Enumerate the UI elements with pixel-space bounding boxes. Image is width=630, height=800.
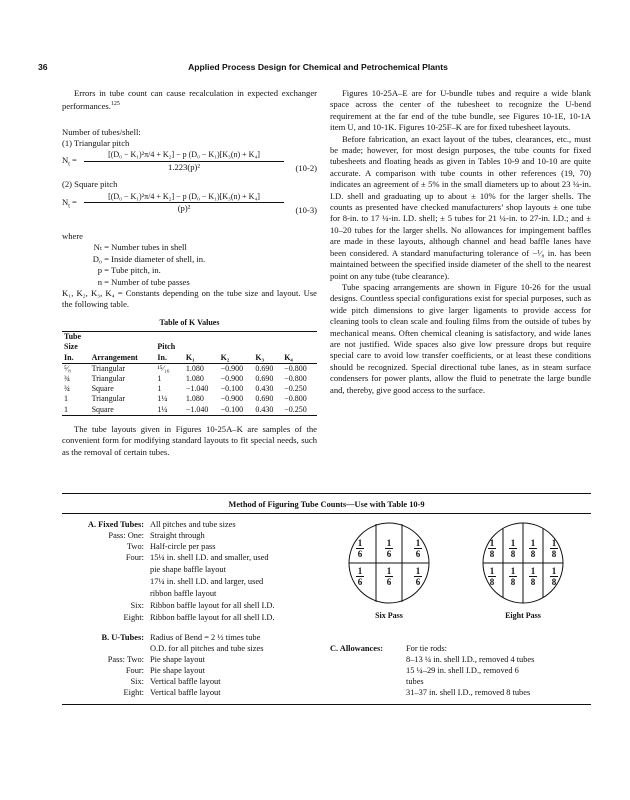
constants-note: K₁, K₂, K₃, K₄ = Constants depending on the tube size and layout. Use the following table.	[62, 287, 317, 310]
pass-label: Eight:	[123, 688, 144, 697]
six-frac: 1 6	[357, 566, 363, 587]
pass-value: Ribbon baffle layout for all shell I.D.	[150, 613, 275, 622]
method-section-c	[330, 643, 591, 713]
pass-label: Pass: One:	[108, 531, 144, 540]
left-column	[62, 88, 317, 458]
table-row: ¾ Triangular 1 1.080 −0.900 0.690 −0.800	[64, 373, 307, 383]
definition-row: D₀ = Inside diameter of shell, in.	[92, 253, 206, 264]
paragraph-3: Tube spacing arrangements are shown in Figure 10-26 for the usual designs. Countless special configurations exist for special purposes, such as wide pitch dimensions to give larger ligaments to provide access for cleaning tools to clean scale and fouling films from the outside of tubes by mechanical means. Often chemical cleaning is satisfactory, and wide lanes are not justified. Wide spaces also give low pressure drops but require special care to avoid low transfer coefficients, or at least these conditions should be recognized. Special directional tube lanes, as in steam surface condensers for power plants, allow the fluid to penetrate the large bundle and, thereby, give good access to the surface.	[330, 281, 591, 395]
pass-label: Four:	[125, 666, 144, 675]
six-frac: 1 6	[415, 538, 421, 559]
eq2-numerator: [(D₀ − K₁)²π/4 + K₂] − p (D₀ − K₁)[K₃(n) + K₄]	[108, 191, 260, 201]
allowance-line: 31–37 in. shell I.D., removed 8 tubes	[406, 688, 531, 697]
method-divider	[62, 493, 591, 494]
eq1-denominator: 1.223(p)²	[84, 161, 284, 173]
closing-paragraph: The tube layouts given in Figures 10-25A–K are samples of the convenient form for modifying standard layouts to fit special needs, such as the removal of certain tubes.	[62, 423, 317, 457]
method-bottom-rule	[62, 704, 591, 705]
u-tubes-value: Radius of Bend = 2 ½ times tube	[150, 633, 261, 642]
table-title: Table of K Values	[159, 317, 220, 327]
eight-frac: 1 8	[489, 538, 495, 559]
right-column	[330, 88, 591, 396]
where-label: where	[62, 230, 83, 241]
intro-paragraph: Errors in tube count can cause recalculation in expected exchanger performances.$^{125}$	[62, 88, 317, 112]
allowances-heading: C. Allowances:	[330, 644, 384, 653]
definition-row: Nₜ = Number tubes in shell	[93, 242, 187, 253]
allowance-line: tubes	[406, 677, 424, 686]
eight-pass-diagram	[468, 522, 578, 620]
pass-value: Vertical baffle layout	[150, 688, 221, 697]
eq1-number: (10-2)	[295, 163, 317, 174]
pass-label: Six:	[130, 677, 144, 686]
pass-value: Vertical baffle layout	[150, 677, 221, 686]
allowance-line: 8–13 ¼ in. shell I.D., removed 4 tubes	[406, 655, 535, 664]
eight-frac: 1 8	[510, 566, 516, 587]
square-label: (2) Square pitch	[62, 179, 118, 190]
running-title: Applied Process Design for Chemical and Petrochemical Plants	[188, 62, 448, 72]
eight-frac: 1 8	[551, 538, 557, 559]
allowance-line: For tie rods:	[406, 644, 447, 653]
eight-frac: 1 8	[551, 566, 557, 587]
u-tubes-value: O.D. for all pitches and tube sizes	[150, 644, 264, 653]
eight-frac: 1 8	[530, 566, 536, 587]
six-frac: 1 6	[386, 538, 392, 559]
pass-label: Eight:	[123, 613, 144, 622]
six-pass-caption: Six Pass	[375, 611, 403, 620]
number-of-tubes-label: Number of tubes/shell:	[62, 126, 141, 137]
equation-10-3: $N_t$ = $\frac{\text{[(D₀ − K₁)²π/4 + K₂] − p (D₀ − K₁)[K₃(n) + K₄]}}{\text{(p)²}}$ (10-3)	[62, 191, 317, 215]
table-row: ¾ Square 1 −1.040 −0.100 0.430 −0.250	[64, 384, 307, 394]
paragraph-1: Figures 10-25A–E are for U-bundle tubes and require a wide blank space across the center of the tubesheet to recognize the U-bend requirement at the far end of the tube bundle, see Figures 10-1E, 10-1A item U, and 10-1K. Figures 10-25F–K are for fixed tubesheet layouts.	[330, 88, 591, 133]
pass-label: Four:	[125, 553, 144, 562]
six-pass-diagram	[334, 522, 444, 620]
pass-value: Pie shape layout	[150, 666, 205, 675]
k-values-table: Tube Size Pitch In. Arrangement In. K₁ K₂ K₃ K₄ ⁵⁄₈ Triangular ¹⁵⁄₁₆ 1.080 −0.900 0.690 −0.800 ¾ Triangular 1 1.080 −0.900 0.690 −0.800 ¾ Square 1 −1.040 −0.100 0.430 −0.250 1 Triangular 1¼ 1.080 −0.900 0.690 −0.800 1 Square 1¼ −1.040 −0.100 0.430 −0.250	[62, 331, 317, 416]
pass-value: pie shape baffle layout	[150, 565, 226, 574]
equation-10-2: $N_t$ = $\frac{\text{[(D₀ − K₁)²π/4 + K₂] − p (D₀ − K₁)[K₃(n) + K₄]}}{\text{1.223(p)²}}$ (10-2)	[62, 150, 317, 174]
pass-value: 15¼ in. shell I.D. and smaller, used	[150, 553, 269, 562]
eight-frac: 1 8	[510, 538, 516, 559]
method-title-rule	[62, 513, 591, 514]
six-frac: 1 6	[386, 566, 392, 587]
eight-pass-caption: Eight Pass	[505, 611, 541, 620]
six-frac: 1 6	[415, 566, 421, 587]
table-row: ⁵⁄₈ Triangular ¹⁵⁄₁₆ 1.080 −0.900 0.690 −0.800	[64, 363, 307, 373]
definition-row: n = Number of tube passes	[97, 276, 190, 287]
eight-frac: 1 8	[530, 538, 536, 559]
method-title: Method of Figuring Tube Counts—Use with Table 10-9	[228, 500, 425, 509]
pass-value: Ribbon baffle layout for all shell I.D.	[150, 601, 275, 610]
page-number: 36	[38, 62, 48, 72]
pass-label: Two:	[126, 542, 144, 551]
allowance-line: 15 ¼–29 in. shell I.D., removed 6	[406, 666, 519, 675]
triangular-label: (1) Triangular pitch	[62, 138, 130, 149]
pass-label: Pass: Two:	[107, 655, 144, 664]
pass-value: 17¼ in. shell I.D. and larger, used	[150, 577, 264, 586]
method-section-b	[62, 632, 342, 712]
table-row: 1 Triangular 1¼ 1.080 −0.900 0.690 −0.800	[64, 394, 307, 404]
pass-value: Straight through	[150, 531, 205, 540]
u-tubes-heading: B. U-Tubes:	[101, 633, 144, 642]
table-row: 1 Square 1¼ −1.040 −0.100 0.430 −0.250	[62, 405, 317, 416]
eq2-number: (10-3)	[295, 204, 317, 215]
fixed-tubes-heading: A. Fixed Tubes:	[87, 520, 144, 529]
pass-value: Pie shape layout	[150, 655, 205, 664]
definition-row: p = Tube pitch, in.	[97, 265, 161, 276]
pass-value: Half-circle per pass	[150, 542, 216, 551]
eight-frac: 1 8	[489, 566, 495, 587]
six-frac: 1 6	[357, 538, 363, 559]
pass-value: ribbon baffle layout	[150, 589, 217, 598]
eq2-denominator: (p)²	[84, 202, 284, 214]
fixed-tubes-value: All pitches and tube sizes	[150, 520, 236, 529]
pass-label: Six:	[130, 601, 144, 610]
definitions	[88, 242, 317, 288]
paragraph-2: Before fabrication, an exact layout of the tubes, clearances, etc., must be made; however, for most design purposes, the tube counts for fixed tubesheets and floating heads as given in Tables 10-9 and 10-10 are quite accurate. A comparison with tube counts in other references (19, 70) indicates an agreement of ± 5% in the small diameters up to about 23 ¼-in. I.D. shell and graduating up to about ± 10% for the larger shells. The counts as presented have checked manufacturers’ shop layouts ± one tube for 8-in. to 17 ¼-in. I.D. shell; ± 5 tubes for 21 ¼-in. to 27-in. I.D.; and ± 10–20 tubes for the larger shells. No allowances for impingement baffles are made in these layouts, although channel and head baffle lanes have been considered. A standard manufacturing tolerance of −¹⁄₈ in. has been maintained between the specified inside diameter of the shell to the nearest point on any tube (tube clearance).	[330, 133, 591, 281]
eq1-numerator: [(D₀ − K₁)²π/4 + K₂] − p (D₀ − K₁)[K₃(n) + K₄]	[108, 150, 260, 160]
